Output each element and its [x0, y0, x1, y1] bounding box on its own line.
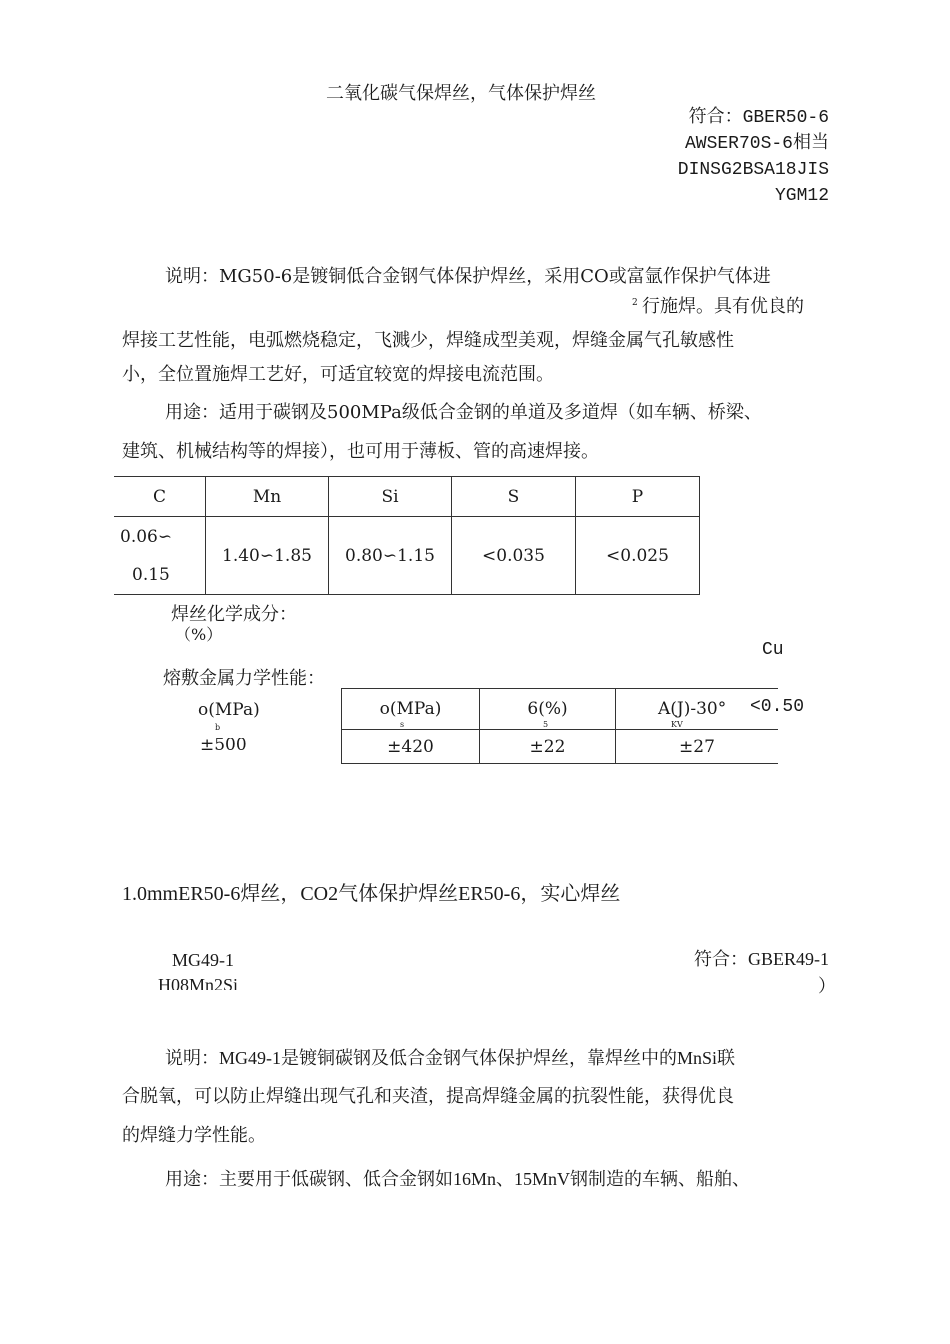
chem-label: 焊丝化学成分：	[171, 604, 297, 625]
chemical-composition-table	[114, 476, 700, 595]
cell-p: <0.025	[576, 517, 700, 595]
model-line2-clip	[158, 976, 238, 990]
description-line: 说明：MG49-1是镀铜碳钢及低合金钢气体保护焊丝，靠焊丝中的MnSi联	[165, 1048, 736, 1068]
cell-s: <0.035	[452, 517, 576, 595]
conform-line: ）	[818, 976, 836, 997]
cu-label: Cu	[762, 640, 784, 660]
table-header-row	[342, 689, 779, 730]
cell-c	[114, 517, 206, 595]
description-line: 说明：MG50-6是镀铜低合金钢气体保护焊丝，采用CO或富氩作保护气体进	[165, 266, 771, 287]
header-elongation-text: 6(%)	[527, 699, 568, 719]
header-yield-sub: s	[400, 720, 405, 729]
tensile-value: ±500	[200, 738, 247, 752]
description-line: 小，全位置施焊工艺好，可适宜较宽的焊接电流范围。	[122, 364, 554, 385]
header-c: C	[114, 477, 206, 517]
header-impact-sub: KV	[671, 720, 683, 729]
conform-line: 符合：GBER49-1	[694, 949, 829, 969]
header-yield	[342, 689, 480, 730]
cell-yield: ±420	[342, 730, 480, 764]
tensile-subscript: b	[215, 723, 221, 732]
cell-elongation: ±22	[480, 730, 616, 764]
model-line: H08Mn2Si	[158, 976, 239, 990]
model-line: MG49-1	[172, 950, 234, 970]
conform-line: 符合：GBER50-6	[688, 108, 829, 128]
conform-line: DINSG2BSA18JIS	[677, 160, 829, 180]
description-line: 的焊缝力学性能。	[122, 1125, 266, 1146]
table-bottom-rule	[114, 594, 206, 595]
table-row	[114, 517, 700, 595]
cell-impact: ±27	[616, 730, 779, 764]
header-elongation-sub: 5	[543, 720, 549, 729]
cell-mn: 1.40∽1.85	[206, 517, 329, 595]
description-line: 行施焊。具有优良的	[642, 296, 804, 317]
header-mn: Mn	[206, 477, 329, 517]
mech-label: 熔敷金属力学性能：	[163, 668, 325, 689]
header-s: S	[452, 477, 576, 517]
table-row	[342, 730, 779, 764]
header-p: P	[576, 477, 700, 517]
header-impact-text: A(J)-30°	[658, 699, 727, 719]
table-header-row	[114, 477, 700, 517]
usage-line: 用途：主要用于低碳钢、低合金钢如16Mn、15MnV钢制造的车辆、船舶、	[165, 1169, 751, 1189]
conform-line: AWSER70S-6相当	[684, 134, 829, 154]
header-si: Si	[329, 477, 452, 517]
tensile-value-clip	[200, 738, 247, 752]
description-line: 焊接工艺性能，电弧燃烧稳定，飞溅少，焊缝成型美观，焊缝金属气孔敏感性	[122, 330, 734, 351]
header-elongation	[480, 689, 616, 730]
mechanical-properties-table	[341, 688, 778, 764]
section1-title: 二氧化碳气保焊丝，气体保护焊丝	[326, 83, 596, 104]
c-value-line: 0.06∽	[120, 526, 173, 547]
c-value-line: 0.15	[132, 564, 170, 585]
tensile-header: o(MPa)	[198, 700, 260, 720]
header-yield-text: o(MPa)	[379, 699, 442, 719]
usage-line: 建筑、机械结构等的焊接），也可用于薄板、管的高速焊接。	[122, 441, 599, 462]
cell-si: 0.80∽1.15	[329, 517, 452, 595]
description-line: 合脱氧，可以防止焊缝出现气孔和夹渣，提高焊缝金属的抗裂性能，获得优良	[122, 1086, 734, 1107]
cu-value: <0.50	[750, 697, 805, 717]
conform-block	[678, 105, 829, 209]
conform-line: YGM12	[774, 186, 829, 206]
usage-line: 用途：适用于碳钢及500MPa级低合金钢的单道及多道焊（如车辆、桥梁、	[165, 402, 762, 423]
section2-title: 1.0mmER50-6焊丝，CO2气体保护焊丝ER50-6，实心焊丝	[122, 883, 621, 905]
co2-subscript: 2	[632, 298, 638, 308]
chem-unit: （%）	[175, 625, 223, 644]
